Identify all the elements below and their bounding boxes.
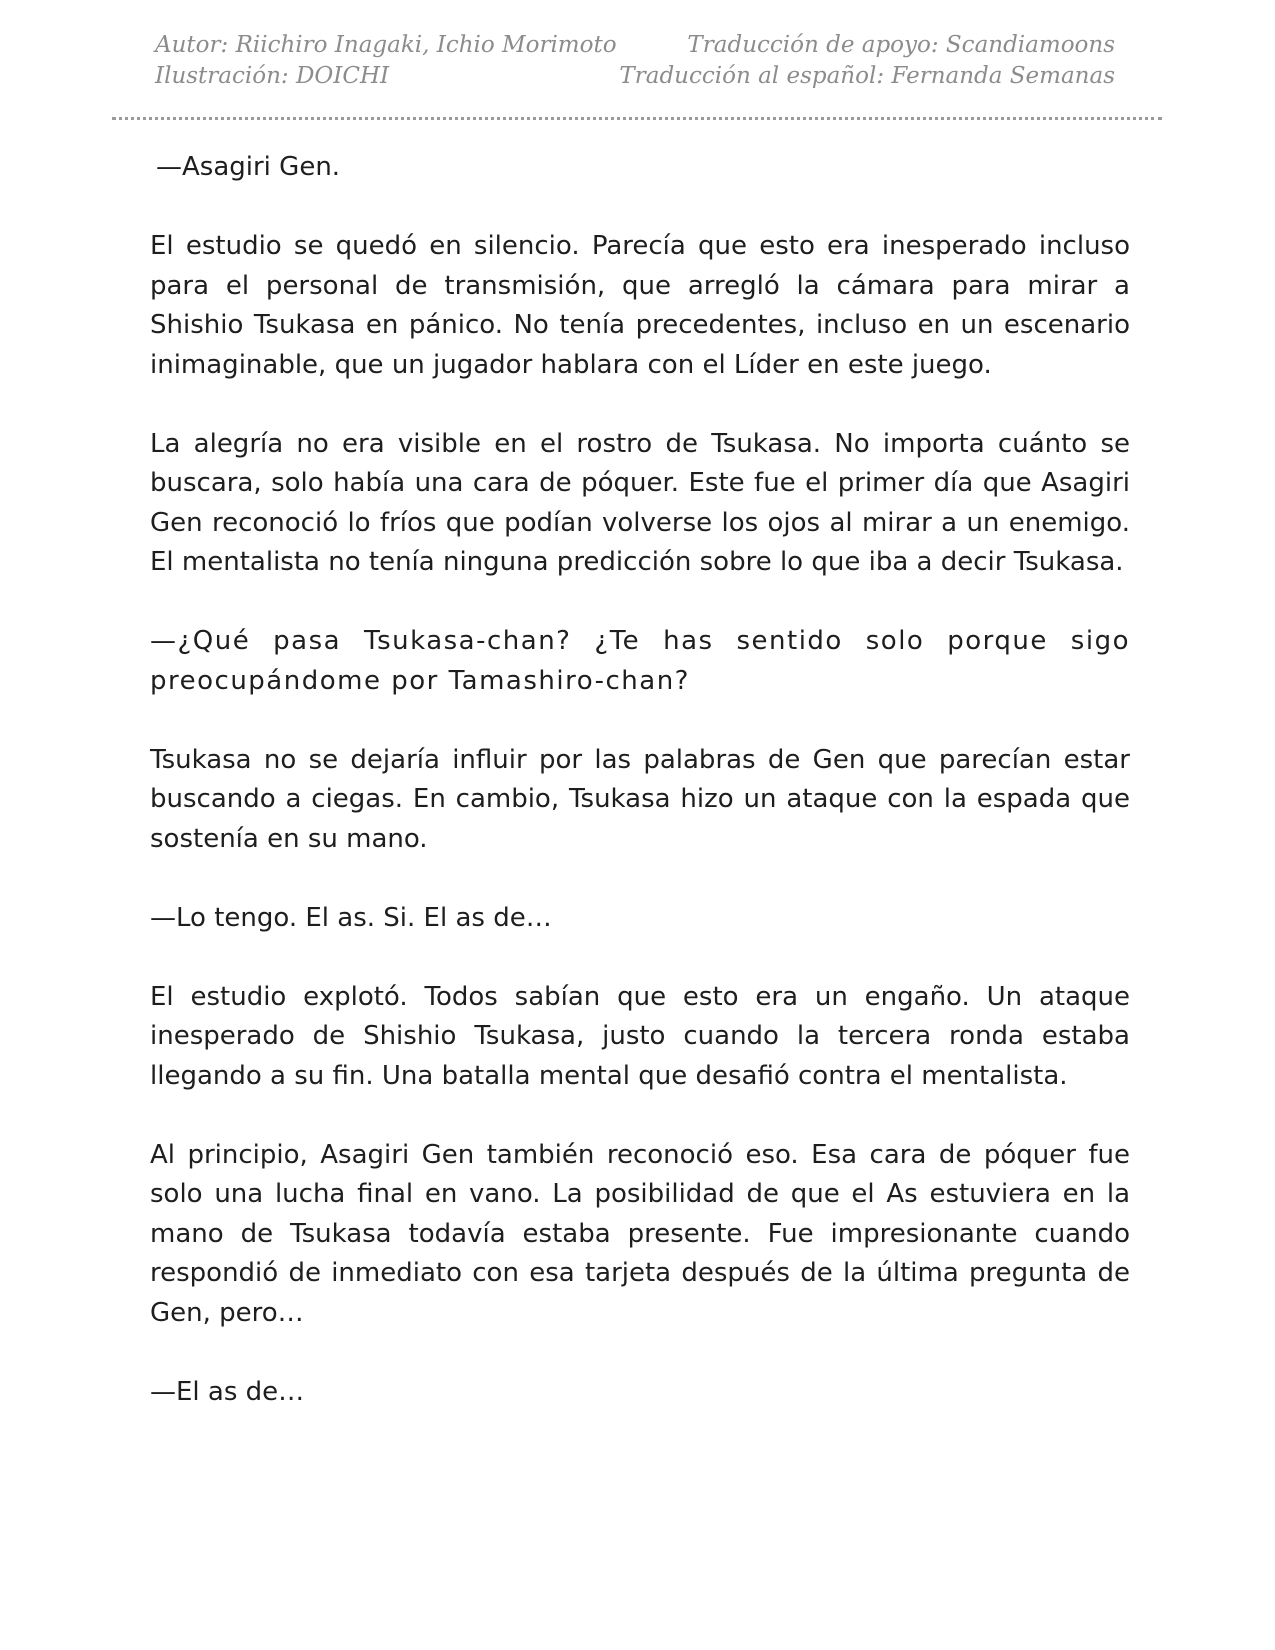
header-divider (112, 117, 1162, 120)
paragraph-5: Tsukasa no se dejaría influir por las palabras de Gen que parecían estar buscando a ciegas. En cambio, Tsukasa hizo un ataque con la espada que sostenía en su mano. (150, 744, 1130, 854)
document-body (150, 148, 1130, 1452)
header-support-translation: Traducción de apoyo: Scandiamoons (687, 32, 1115, 58)
header-spanish-translation: Traducción al español: Fernanda Semanas (619, 63, 1115, 89)
header-author: Autor: Riichiro Inagaki, Ichio Morimoto (155, 32, 617, 58)
paragraph-6: —Lo tengo. El as. Si. El as de… (150, 902, 552, 933)
paragraph-4: —¿Qué pasa Tsukasa-chan? ¿Te has sentido solo porque sigo preocupándome por Tamashiro-chan? (150, 626, 1130, 696)
header-translation-block (619, 30, 1115, 92)
paragraph-9: —El as de… (150, 1376, 305, 1407)
paragraph-7: El estudio explotó. Todos sabían que esto era un engaño. Un ataque inesperado de Shishio Tsukasa, justo cuando la tercera ronda estaba llegando a su fin. Una batalla mental que desafió contra el mentalista. (150, 981, 1130, 1091)
paragraph-2: El estudio se quedó en silencio. Parecía que esto era inesperado incluso para el personal de transmisión, que arregló la cámara para mirar a Shishio Tsukasa en pánico. No tenía precedentes, incluso en un escenario inimaginable, que un jugador hablara con el Líder en este juego. (150, 231, 1130, 380)
header-author-block (155, 30, 617, 92)
paragraph-8: Al principio, Asagiri Gen también reconoció eso. Esa cara de póquer fue solo una lucha final en vano. La posibilidad de que el As estuviera en la mano de Tsukasa todavía estaba presente. Fue impresionante cuando respondió de inmediato con esa tarjeta después de la última pregunta de Gen, pero… (150, 1139, 1130, 1328)
paragraph-3: La alegría no era visible en el rostro de Tsukasa. No importa cuánto se buscara, solo había una cara de póquer. Este fue el primer día que Asagiri Gen reconoció lo fríos que podían volverse los ojos al mirar a un enemigo. El mentalista no tenía ninguna predicción sobre lo que iba a decir Tsukasa. (150, 428, 1130, 577)
header-illustrator: Ilustración: DOICHI (155, 63, 390, 89)
paragraph-1: —Asagiri Gen. (156, 152, 341, 182)
